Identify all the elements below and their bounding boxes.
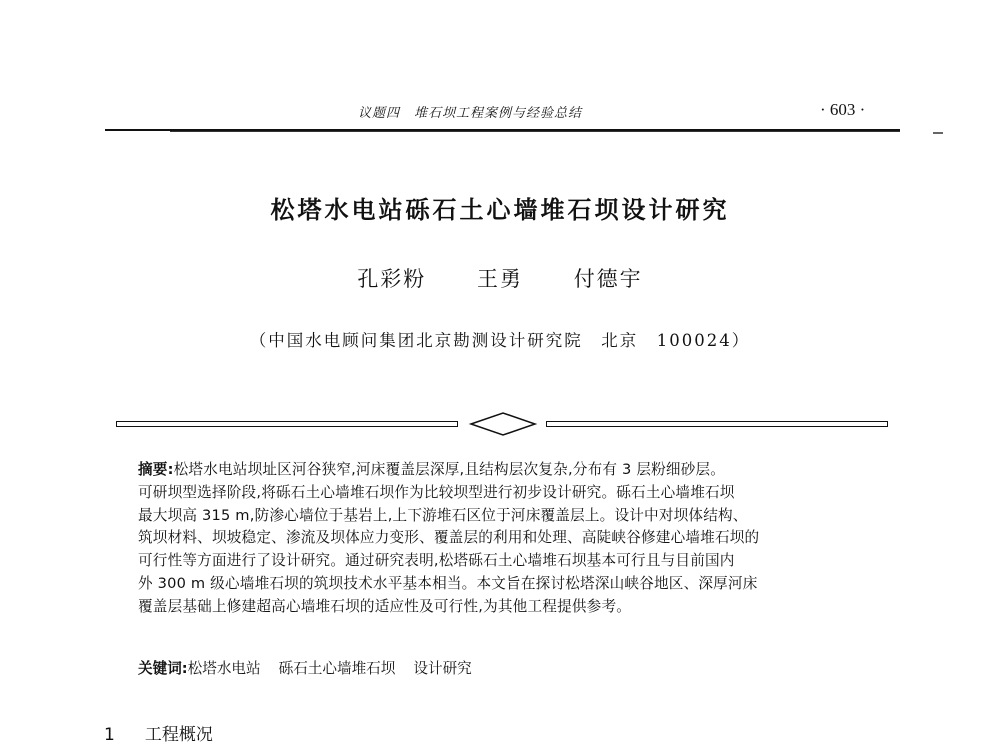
abstract-label: 摘要: (138, 461, 174, 478)
keyword: 松塔水电站 (187, 660, 261, 677)
abstract-line: 覆盖层基础上修建超高心墙堆石坝的适应性及可行性,为其他工程提供参考。 (138, 597, 632, 615)
diamond-ornament-icon (468, 410, 538, 438)
keywords-label: 关键词: (138, 660, 188, 677)
header-rule-thin (170, 131, 900, 132)
abstract (138, 459, 868, 619)
section-title: 工程概况 (144, 725, 213, 745)
section-number: 1 (104, 725, 115, 745)
keyword: 砾石土心墙堆石坝 (278, 660, 396, 677)
abstract-line: 摘要:松塔水电站坝址区河谷狭窄,河床覆盖层深厚,且结构层次复杂,分布有 3 层粉细砂层。 (138, 461, 726, 478)
abstract-line: 最大坝高 315 m,防渗心墙位于基岩上,上下游堆石区位于河床覆盖层上。设计中对坝体结构、 (138, 506, 748, 524)
running-head-section: 议题四 堆石坝工程案例与经验总结 (358, 106, 583, 121)
abstract-line: 外 300 m 级心墙堆石坝的筑坝技术水平基本相当。本文旨在探讨松塔深山峡谷地区、深厚河床 (138, 574, 758, 592)
divider-bar-left (116, 421, 458, 427)
ornamental-divider (110, 410, 890, 440)
keyword: 设计研究 (413, 660, 472, 677)
keywords (138, 657, 490, 678)
section-heading (104, 720, 213, 745)
author-list (0, 263, 1000, 293)
divider-bar-right (546, 421, 888, 427)
abstract-line: 可研坝型选择阶段,将砾石土心墙堆石坝作为比较坝型进行初步设计研究。砾石土心墙堆石坝 (138, 483, 735, 501)
author: 付德宇 (573, 267, 643, 291)
author: 孔彩粉 (357, 267, 427, 291)
abstract-line: 可行性等方面进行了设计研究。通过研究表明,松塔砾石土心墙堆石坝基本可行且与目前国内 (138, 552, 735, 570)
paper-title: 松塔水电站砾石土心墙堆石坝设计研究 (270, 196, 730, 224)
affiliation: （中国水电顾问集团北京勘测设计研究院 北京 100024） (249, 331, 751, 350)
author: 王勇 (477, 267, 523, 291)
running-head (0, 100, 1000, 124)
page-number: · 603 · (820, 100, 866, 119)
abstract-line: 筑坝材料、坝坡稳定、渗流及坝体应力变形、覆盖层的利用和处理、高陡峡谷修建心墙堆石坝的 (138, 529, 760, 547)
scan-speck (933, 132, 943, 134)
